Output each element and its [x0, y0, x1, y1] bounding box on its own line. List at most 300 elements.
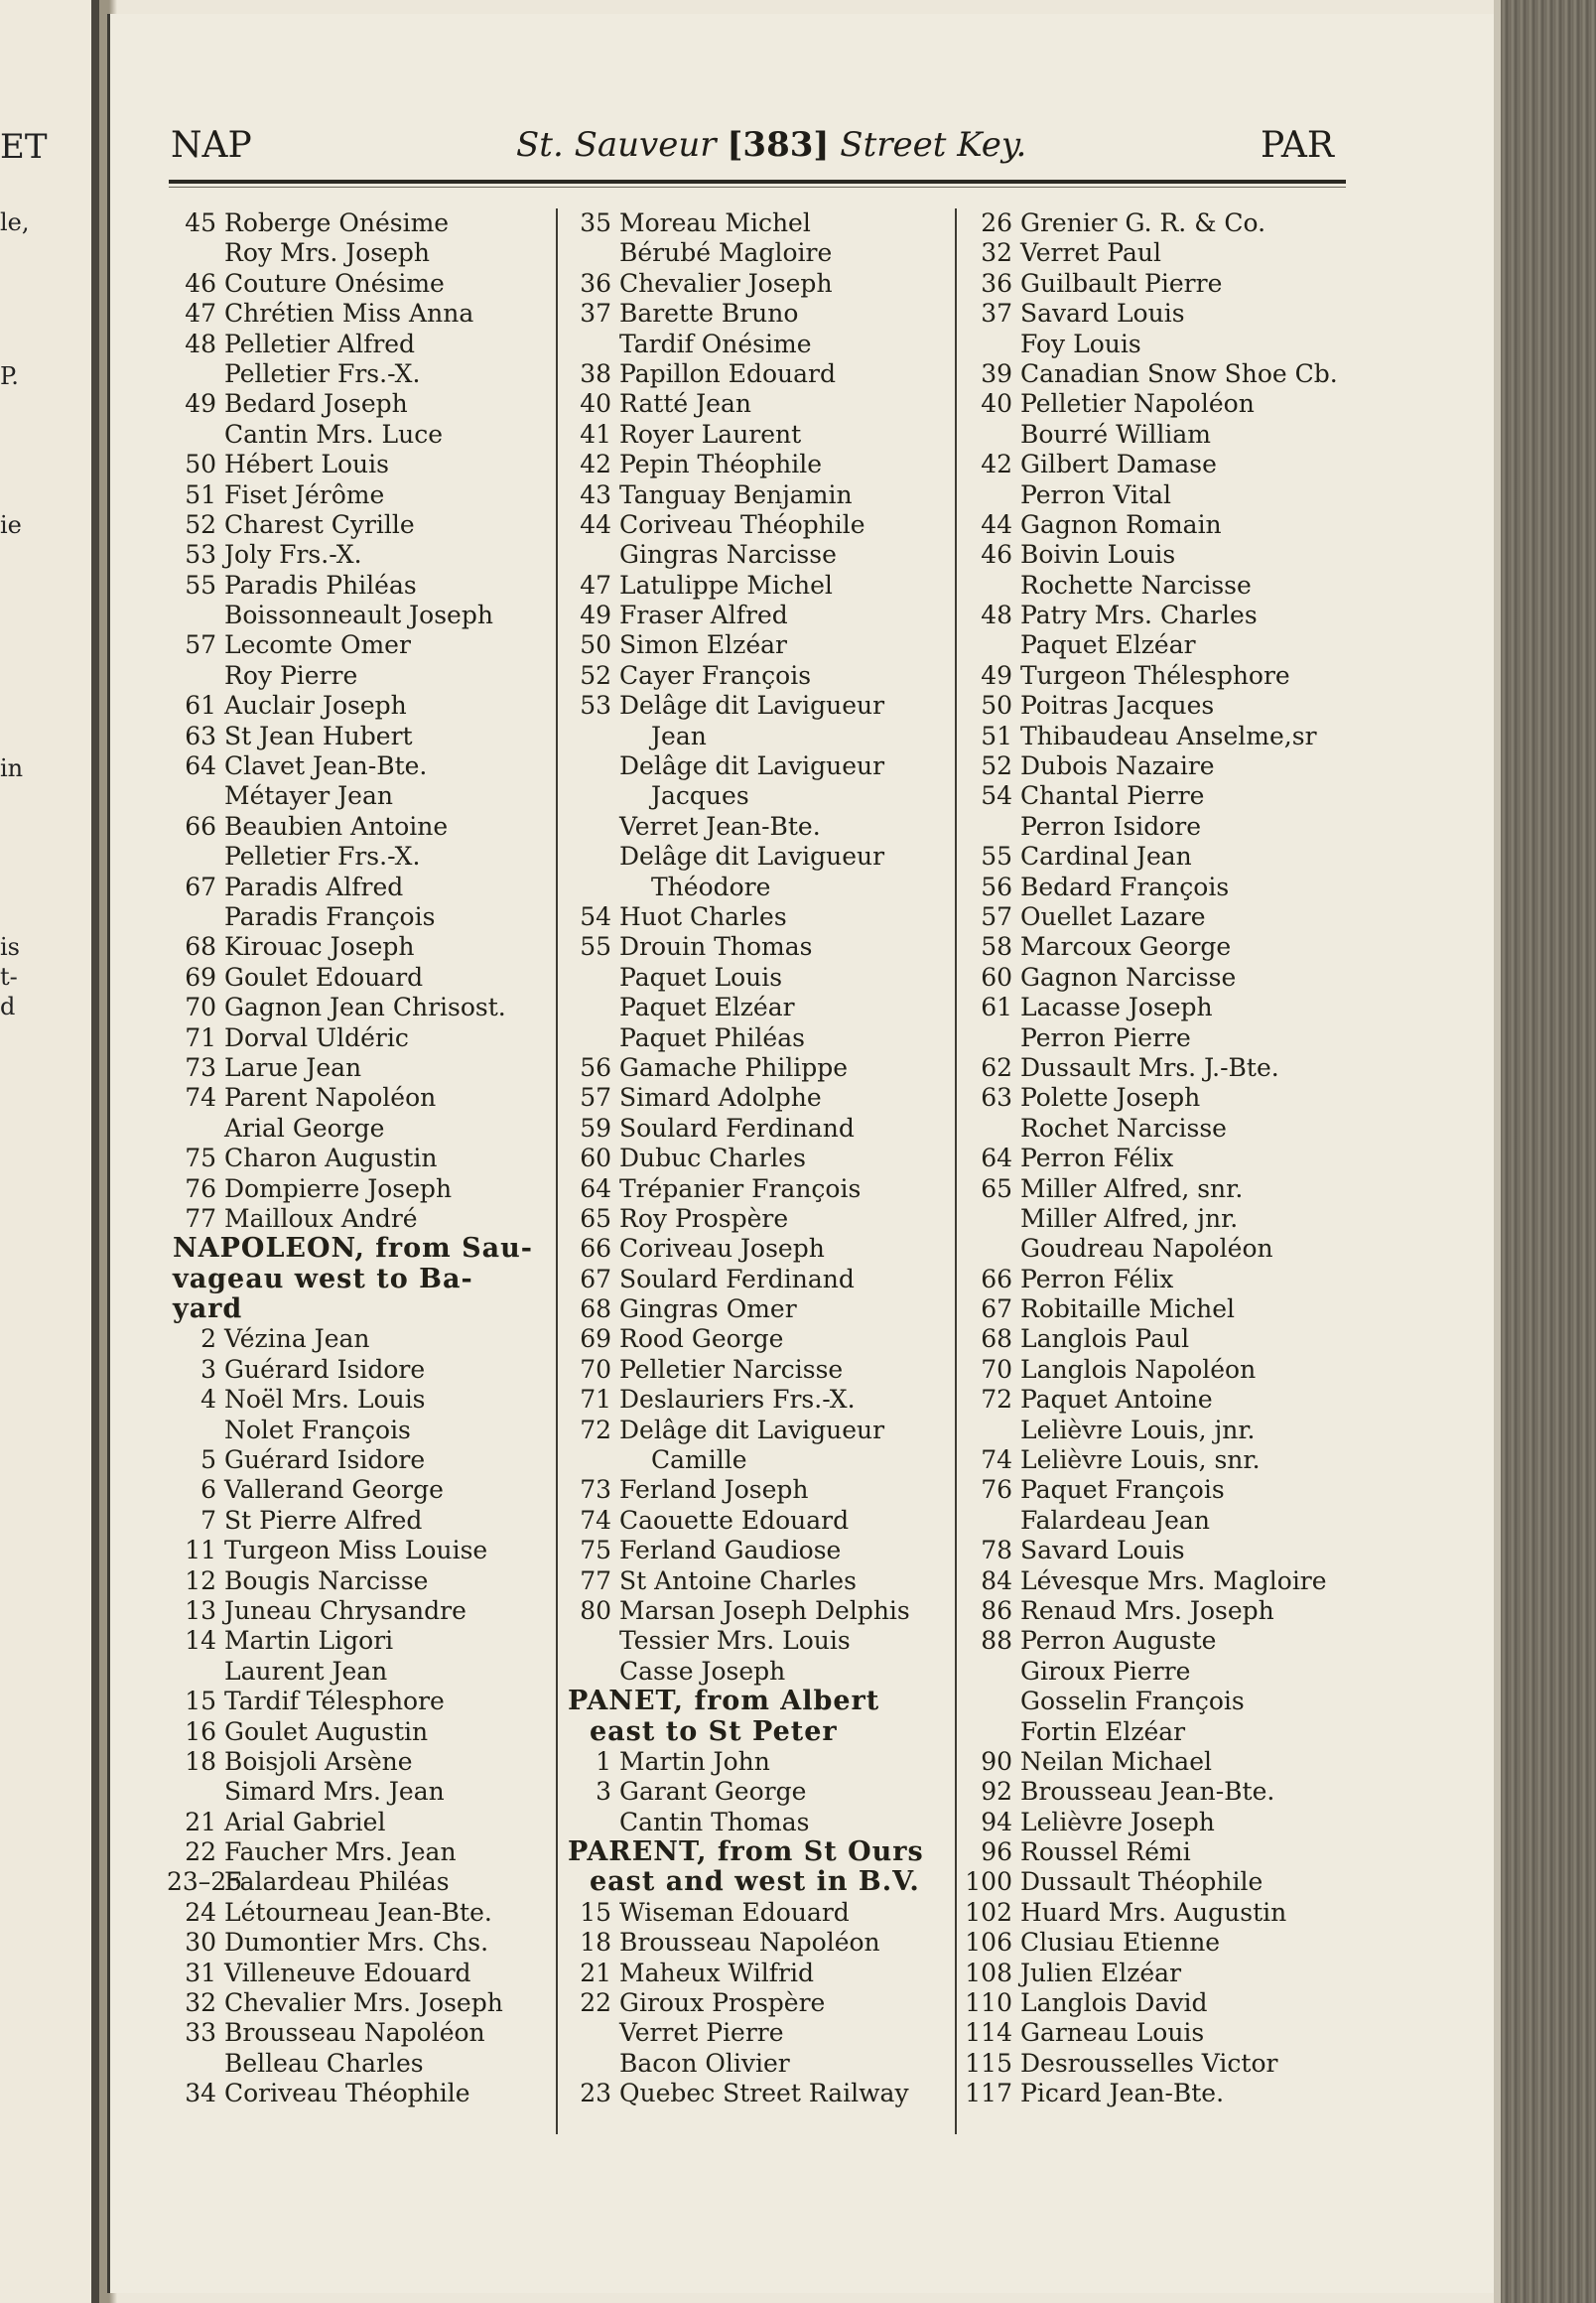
directory-entry [959, 1747, 1346, 1777]
resident-name: Canadian Snow Shoe Cb. [1020, 358, 1338, 388]
directory-entry [959, 873, 1346, 902]
directory-entry [167, 420, 544, 450]
house-number: 12 [185, 1565, 216, 1595]
house-number: 21 [185, 1807, 216, 1836]
house-number: 59 [580, 1113, 611, 1143]
house-number: 43 [580, 479, 611, 509]
directory-entry [959, 1898, 1346, 1928]
resident-name: Bérubé Magloire [619, 238, 833, 268]
resident-name: Chantal Pierre [1020, 781, 1205, 811]
house-number: 63 [981, 1083, 1012, 1113]
house-number: 30 [185, 1928, 216, 1958]
directory-entry [959, 420, 1346, 450]
house-number: 1 [596, 1746, 611, 1776]
resident-name: Beaubien Antoine [224, 811, 449, 841]
header-right-key: PAR [1261, 125, 1335, 166]
house-number: 49 [580, 601, 611, 630]
resident-name: Vallerand George [224, 1475, 444, 1505]
resident-name: Tanguay Benjamin [619, 479, 853, 509]
margin-fragment: in [0, 754, 24, 782]
directory-entry [959, 480, 1346, 510]
house-number: 18 [580, 1928, 611, 1958]
house-number: 80 [580, 1595, 611, 1625]
directory-entry [959, 1867, 1346, 1897]
house-number: 50 [185, 450, 216, 479]
resident-name: Grenier G. R. & Co. [1020, 208, 1266, 237]
resident-name: Jean [651, 721, 707, 750]
house-number: 77 [185, 1203, 216, 1233]
house-number: 47 [580, 570, 611, 600]
resident-name: Bougis Narcisse [224, 1565, 429, 1595]
directory-entry [562, 932, 951, 962]
resident-name: Barette Bruno [619, 299, 799, 329]
house-number: 74 [981, 1445, 1012, 1475]
house-number: 13 [185, 1595, 216, 1625]
directory-entry [562, 661, 951, 691]
resident-name: Perron Isidore [1020, 811, 1201, 841]
directory-entry [959, 238, 1346, 268]
directory-entry [562, 1808, 951, 1837]
resident-name: Papillon Edouard [619, 358, 836, 388]
house-number: 51 [981, 721, 1012, 750]
resident-name: Larue Jean [224, 1052, 362, 1082]
directory-entry [167, 691, 544, 721]
directory-entry [959, 1959, 1346, 1988]
directory-entry [959, 389, 1346, 419]
directory-entry [562, 1416, 951, 1445]
header-title-b: Street Key. [840, 125, 1027, 165]
resident-name: Dompierre Joseph [224, 1173, 453, 1203]
directory-entry [562, 1988, 951, 2018]
resident-name: Quebec Street Railway [619, 2079, 909, 2108]
house-number: 57 [185, 630, 216, 660]
directory-entry [562, 1114, 951, 1144]
directory-entry [959, 359, 1346, 389]
directory-entry [167, 1445, 544, 1475]
directory-entry [167, 1204, 544, 1234]
house-number: 90 [981, 1746, 1012, 1776]
directory-entry [959, 1355, 1346, 1385]
resident-name: Martin John [619, 1746, 770, 1776]
directory-entry [959, 1083, 1346, 1113]
resident-name: Perron Félix [1020, 1264, 1174, 1293]
house-number: 6 [200, 1475, 216, 1505]
house-number: 108 [965, 1958, 1012, 1987]
resident-name: Miller Alfred, jnr. [1020, 1203, 1239, 1233]
resident-name: Paradis Alfred [224, 872, 404, 901]
directory-entry [167, 1747, 544, 1777]
directory-entry [959, 1445, 1346, 1475]
resident-name: Savard Louis [1020, 299, 1185, 329]
directory-entry [167, 1114, 544, 1144]
resident-name: Falardeau Philéas [224, 1867, 450, 1897]
directory-entry [959, 510, 1346, 540]
directory-entry [167, 1808, 544, 1837]
directory-entry [167, 1416, 544, 1445]
house-number: 76 [981, 1475, 1012, 1505]
resident-name: Coriveau Joseph [619, 1234, 825, 1264]
directory-entry [167, 1988, 544, 2018]
house-number: 110 [965, 1988, 1012, 2018]
house-number: 49 [185, 389, 216, 419]
resident-name: Roy Prospère [619, 1203, 789, 1233]
directory-entry [562, 630, 951, 660]
directory-entry [959, 1385, 1346, 1415]
house-number: 55 [580, 932, 611, 962]
house-number: 70 [981, 1354, 1012, 1384]
resident-name: Bacon Olivier [619, 2048, 790, 2078]
resident-name: Deslauriers Frs.-X. [619, 1385, 856, 1415]
house-number: 65 [981, 1173, 1012, 1203]
resident-name: Charon Augustin [224, 1144, 438, 1173]
header-title [516, 125, 1026, 165]
margin-fragment: t- [0, 963, 18, 991]
directory-entry [959, 2018, 1346, 2048]
house-number: 45 [185, 208, 216, 237]
resident-name: Guérard Isidore [224, 1445, 426, 1475]
resident-name: Simard Mrs. Jean [224, 1777, 445, 1807]
house-number: 36 [981, 268, 1012, 298]
directory-entry [167, 238, 544, 268]
directory-entry [562, 420, 951, 450]
resident-name: Casse Joseph [619, 1656, 786, 1686]
resident-name: Roy Mrs. Joseph [224, 238, 431, 268]
directory-entry [562, 540, 951, 570]
resident-name: Renaud Mrs. Joseph [1020, 1595, 1274, 1625]
resident-name: Faucher Mrs. Jean [224, 1837, 457, 1867]
house-number: 40 [580, 389, 611, 419]
house-number: 72 [981, 1385, 1012, 1415]
resident-name: Cayer François [619, 660, 812, 690]
resident-name: Boissonneault Joseph [224, 601, 493, 630]
directory-entry [167, 630, 544, 660]
house-number: 77 [580, 1565, 611, 1595]
resident-name: Garant George [619, 1777, 807, 1807]
resident-name: Thibaudeau Anselme,sr [1020, 721, 1317, 750]
house-number: 31 [185, 1958, 216, 1987]
house-number: 15 [185, 1687, 216, 1716]
resident-name: Patry Mrs. Charles [1020, 601, 1258, 630]
house-number: 42 [580, 450, 611, 479]
house-number: 7 [200, 1505, 216, 1535]
house-number: 60 [580, 1144, 611, 1173]
resident-name: Paradis François [224, 901, 436, 931]
directory-entry [562, 1928, 951, 1958]
directory-entry [167, 781, 544, 811]
house-number: 47 [185, 299, 216, 329]
resident-name: Arial Gabriel [224, 1807, 386, 1836]
directory-entry [959, 902, 1346, 932]
header-title-a: St. Sauveur [516, 125, 717, 165]
directory-entry [959, 299, 1346, 329]
resident-name: Coriveau Théophile [224, 2079, 470, 2108]
directory-entry [167, 1385, 544, 1415]
directory-entry [167, 1506, 544, 1536]
directory-entry [562, 1777, 951, 1807]
resident-name: Royer Laurent [619, 419, 802, 449]
house-number: 67 [580, 1264, 611, 1293]
house-number: 66 [580, 1234, 611, 1264]
house-number: 57 [580, 1083, 611, 1113]
directory-entry [167, 1717, 544, 1747]
directory-entry [562, 389, 951, 419]
directory-entry [167, 480, 544, 510]
resident-name: Brousseau Jean-Bte. [1020, 1777, 1275, 1807]
margin-fragment: is [0, 933, 20, 961]
resident-name: Delâge dit Lavigueur [619, 1415, 885, 1444]
directory-entry [562, 1596, 951, 1626]
resident-name: Trépanier François [619, 1173, 862, 1203]
directory-entry [562, 1174, 951, 1204]
house-number: 68 [185, 932, 216, 962]
directory-entry [562, 751, 951, 781]
resident-name: Roussel Rémi [1020, 1837, 1191, 1867]
margin-fragment: d [0, 993, 16, 1020]
resident-name: Ferland Joseph [619, 1475, 809, 1505]
resident-name: Lacasse Joseph [1020, 993, 1213, 1022]
directory-entry [959, 1777, 1346, 1807]
resident-name: Cantin Mrs. Luce [224, 419, 443, 449]
directory-entry [959, 842, 1346, 872]
resident-name: St Antoine Charles [619, 1565, 857, 1595]
house-number: 3 [200, 1354, 216, 1384]
resident-name: Cantin Thomas [619, 1807, 810, 1836]
directory-entry [562, 1506, 951, 1536]
house-number: 54 [580, 901, 611, 931]
directory-entry [562, 842, 951, 872]
house-number: 14 [185, 1626, 216, 1656]
directory-entry [959, 601, 1346, 630]
resident-name: Métayer Jean [224, 781, 393, 811]
directory-entry [959, 208, 1346, 238]
resident-name: Gagnon Jean Chrisost. [224, 993, 506, 1022]
house-number: 55 [981, 842, 1012, 872]
page-number: [383] [727, 125, 830, 165]
resident-name: Létourneau Jean-Bte. [224, 1897, 492, 1927]
resident-name: Langlois Paul [1020, 1324, 1190, 1354]
resident-name: Gingras Omer [619, 1294, 797, 1324]
resident-name: Parent Napoléon [224, 1083, 437, 1113]
resident-name: Boisjoli Arsène [224, 1746, 413, 1776]
directory-entry [562, 571, 951, 601]
column-divider-right [955, 208, 957, 2134]
resident-name: Bedard Joseph [224, 389, 408, 419]
directory-entry [167, 661, 544, 691]
resident-name: Laurent Jean [224, 1656, 388, 1686]
house-number: 54 [981, 781, 1012, 811]
resident-name: Pelletier Frs.-X. [224, 358, 421, 388]
header-rule-thin [169, 187, 1346, 188]
resident-name: Perron Auguste [1020, 1626, 1217, 1656]
house-number: 75 [185, 1144, 216, 1173]
directory-entry [167, 1566, 544, 1596]
house-number: 44 [981, 509, 1012, 539]
resident-name: Lévesque Mrs. Magloire [1020, 1565, 1327, 1595]
directory-entry [959, 2049, 1346, 2079]
resident-name: Chrétien Miss Anna [224, 299, 474, 329]
directory-entry [562, 902, 951, 932]
resident-name: Lelièvre Joseph [1020, 1807, 1215, 1836]
house-number: 67 [185, 872, 216, 901]
directory-entry [959, 812, 1346, 842]
directory-entry [959, 1174, 1346, 1204]
directory-entry [167, 751, 544, 781]
house-number: 65 [580, 1203, 611, 1233]
house-number: 74 [580, 1505, 611, 1535]
directory-entry [959, 1566, 1346, 1596]
resident-name: Giroux Prospère [619, 1988, 826, 2018]
directory-entry [562, 601, 951, 630]
directory-entry [562, 781, 951, 811]
directory-entry [959, 691, 1346, 721]
directory-entry [562, 1265, 951, 1294]
directory-entry [562, 1747, 951, 1777]
column-3 [959, 208, 1346, 2109]
directory-entry [167, 1837, 544, 1867]
resident-name: Julien Elzéar [1020, 1958, 1182, 1987]
house-number: 2 [200, 1324, 216, 1354]
directory-entry [959, 1536, 1346, 1565]
street-heading: NAPOLEON, from Sau- [173, 1233, 533, 1265]
directory-entry [167, 1777, 544, 1807]
house-number: 52 [580, 660, 611, 690]
directory-entry [167, 1626, 544, 1656]
resident-name: Marsan Joseph Delphis [619, 1595, 910, 1625]
directory-entry [562, 208, 951, 238]
margin-fragment: ie [0, 511, 22, 539]
directory-entry [167, 2079, 544, 2108]
house-number: 92 [981, 1777, 1012, 1807]
house-number: 37 [580, 299, 611, 329]
resident-name: Dubois Nazaire [1020, 751, 1215, 781]
directory-entry [562, 1355, 951, 1385]
resident-name: Pelletier Narcisse [619, 1354, 844, 1384]
directory-entry [562, 1023, 951, 1053]
resident-name: Villeneuve Edouard [224, 1958, 471, 1987]
house-number: 58 [981, 932, 1012, 962]
resident-name: Théodore [651, 872, 771, 901]
directory-entry [562, 1626, 951, 1656]
directory-entry [959, 661, 1346, 691]
directory-entry [167, 1867, 544, 1897]
directory-entry [167, 1687, 544, 1716]
resident-name: Huard Mrs. Augustin [1020, 1897, 1287, 1927]
house-number: 53 [185, 540, 216, 570]
resident-name: Lelièvre Louis, jnr. [1020, 1415, 1256, 1444]
house-number: 64 [580, 1173, 611, 1203]
house-number: 100 [965, 1867, 1012, 1897]
directory-entry [959, 571, 1346, 601]
directory-entry [167, 1657, 544, 1687]
directory-entry [959, 1114, 1346, 1144]
house-number: 76 [185, 1173, 216, 1203]
directory-entry [959, 722, 1346, 751]
directory-entry [167, 2049, 544, 2079]
directory-entry [959, 2079, 1346, 2108]
resident-name: Delâge dit Lavigueur [619, 842, 885, 872]
resident-name: Dumontier Mrs. Chs. [224, 1928, 489, 1958]
street-heading: PANET, from Albert [568, 1686, 880, 1717]
house-number: 34 [185, 2079, 216, 2108]
directory-entry [562, 1959, 951, 1988]
house-number: 70 [185, 993, 216, 1022]
resident-name: Robitaille Michel [1020, 1294, 1236, 1324]
directory-entry [959, 1234, 1346, 1264]
directory-entry [167, 359, 544, 389]
resident-name: Miller Alfred, snr. [1020, 1173, 1244, 1203]
resident-name: Simard Adolphe [619, 1083, 822, 1113]
house-number: 56 [580, 1052, 611, 1082]
house-number: 21 [580, 1958, 611, 1987]
house-number: 39 [981, 358, 1012, 388]
resident-name: Savard Louis [1020, 1536, 1185, 1565]
resident-name: Tardif Onésime [619, 329, 812, 358]
directory-entry [959, 993, 1346, 1022]
resident-name: Wiseman Edouard [619, 1897, 850, 1927]
resident-name: Soulard Ferdinand [619, 1113, 855, 1143]
house-number: 38 [580, 358, 611, 388]
directory-entry [959, 1506, 1346, 1536]
resident-name: Foy Louis [1020, 329, 1141, 358]
resident-name: Langlois Napoléon [1020, 1354, 1257, 1384]
directory-entry [167, 2018, 544, 2048]
house-number: 60 [981, 962, 1012, 992]
directory-entry [959, 1416, 1346, 1445]
previous-page-edge [0, 0, 99, 2303]
directory-entry [562, 2079, 951, 2108]
resident-name: Mailloux André [224, 1203, 418, 1233]
resident-name: Roberge Onésime [224, 208, 450, 237]
directory-entry [959, 1204, 1346, 1234]
house-number: 78 [981, 1536, 1012, 1565]
directory-entry [562, 1324, 951, 1354]
directory-entry [562, 1294, 951, 1324]
house-number: 56 [981, 872, 1012, 901]
house-number: 68 [580, 1294, 611, 1324]
street-heading: yard [173, 1293, 243, 1325]
directory-entry [167, 1324, 544, 1354]
resident-name: Lecomte Omer [224, 630, 411, 660]
resident-name: Auclair Joseph [224, 691, 407, 721]
resident-name: Couture Onésime [224, 268, 445, 298]
directory-entry [167, 389, 544, 419]
house-number: 55 [185, 570, 216, 600]
house-number: 44 [580, 509, 611, 539]
directory-entry [959, 330, 1346, 359]
directory-entry [167, 1083, 544, 1113]
directory-entry [562, 1204, 951, 1234]
street-heading: vageau west to Ba- [173, 1263, 473, 1294]
directory-entry [562, 299, 951, 329]
resident-name: Dubuc Charles [619, 1144, 806, 1173]
house-number: 70 [580, 1354, 611, 1384]
directory-entry [167, 1023, 544, 1053]
house-number: 46 [981, 540, 1012, 570]
resident-name: Joly Frs.-X. [224, 540, 362, 570]
resident-name: Caouette Edouard [619, 1505, 850, 1535]
directory-entry [562, 1445, 951, 1475]
directory-entry [167, 1053, 544, 1083]
house-number: 62 [981, 1052, 1012, 1082]
house-number: 69 [185, 962, 216, 992]
house-number: 64 [981, 1144, 1012, 1173]
resident-name: Fortin Elzéar [1020, 1716, 1186, 1746]
directory-entry [562, 510, 951, 540]
resident-name: Paquet Elzéar [619, 993, 795, 1022]
resident-name: Charest Cyrille [224, 509, 415, 539]
directory-entry [562, 238, 951, 268]
house-number: 94 [981, 1807, 1012, 1836]
